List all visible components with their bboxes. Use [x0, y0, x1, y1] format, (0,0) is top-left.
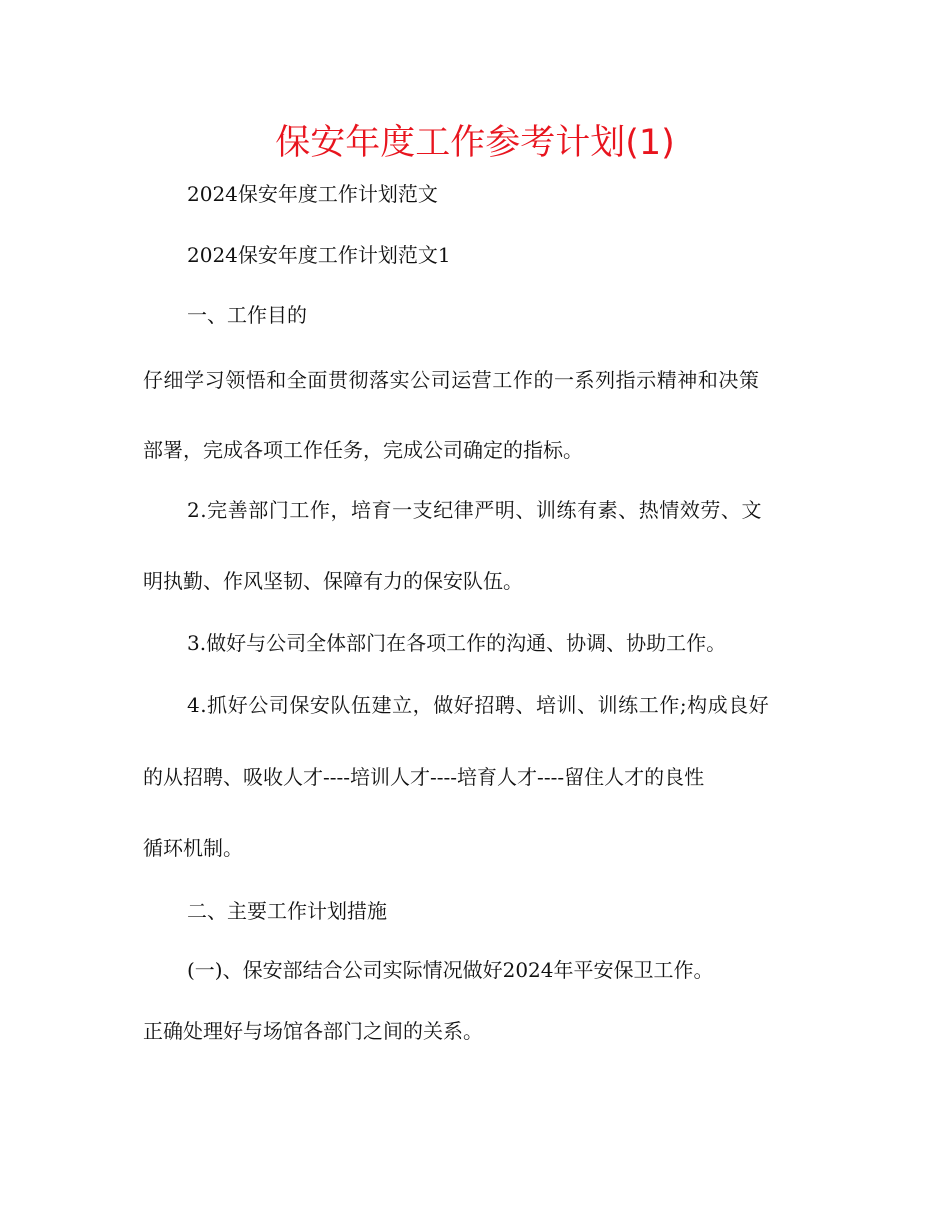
list-item-line: 3.做好与公司全体部门在各项工作的沟通、协调、协助工作。 [187, 631, 727, 655]
document-title: 保安年度工作参考计划(1) [275, 123, 675, 163]
paragraph-line: (一)、保安部结合公司实际情况做好2024年平安保卫工作。 [187, 958, 714, 982]
paragraph-line: 部署，完成各项工作任务，完成公司确定的指标。 [143, 438, 583, 462]
section-heading: 二、主要工作计划措施 [187, 899, 387, 923]
list-item-line: 2.完善部门工作，培育一支纪律严明、训练有素、热情效劳、文 [187, 498, 763, 522]
paragraph-line: 仔细学习领悟和全面贯彻落实公司运营工作的一系列指示精神和决策 [143, 368, 760, 392]
section-heading: 一、工作目的 [187, 303, 307, 327]
paragraph-heading: 2024保安年度工作计划范文 [187, 182, 438, 206]
paragraph-line: 正确处理好与场馆各部门之间的关系。 [143, 1019, 483, 1043]
list-item-line: 4.抓好公司保安队伍建立，做好招聘、培训、训练工作;构成良好 [187, 693, 770, 717]
list-item-line: 的从招聘、吸收人才----培训人才----培育人才----留住人才的良性 [143, 765, 705, 789]
list-item-line: 明执勤、作风坚韧、保障有力的保安队伍。 [143, 569, 523, 593]
paragraph-subheading: 2024保安年度工作计划范文1 [187, 243, 451, 267]
list-item-line: 循环机制。 [143, 836, 243, 860]
